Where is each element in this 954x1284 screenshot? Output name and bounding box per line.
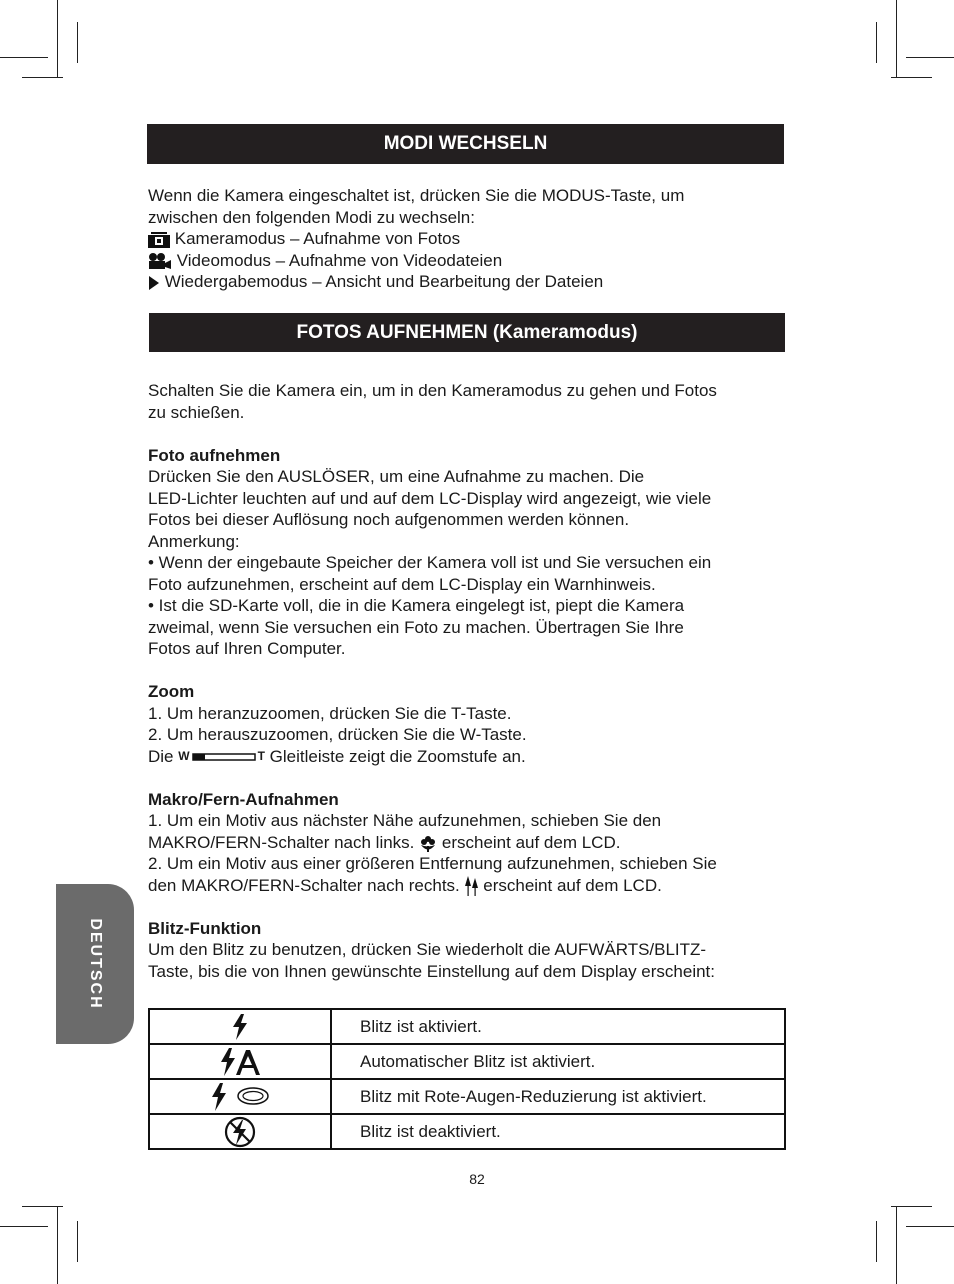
table-cell-icon <box>149 1079 331 1114</box>
modes-intro-2: zwischen den folgenden Modi zu wechseln: <box>148 207 475 227</box>
language-side-tab-label: DEUTSCH <box>87 918 104 1010</box>
crop-mark <box>876 1221 877 1262</box>
macro-flower-icon <box>419 834 437 852</box>
crop-mark <box>77 22 78 63</box>
macro-line-4 <box>148 875 788 897</box>
modes-intro-1: Wenn die Kamera eingeschaltet ist, drücken Sie die MODUS-Taste, um <box>148 186 685 205</box>
play-icon <box>148 276 160 290</box>
photo-line: • Ist die SD-Karte voll, die in die Kamera eingelegt ist, piept die Kamera <box>148 596 685 615</box>
flash-heading: Blitz-Funktion <box>148 918 262 938</box>
photo-line: Fotos bei dieser Auflösung noch aufgenommen werden können. <box>148 510 630 529</box>
photo-line: • Wenn der eingebaute Speicher der Kamera voll ist und Sie versuchen ein <box>148 553 712 572</box>
language-side-tab <box>56 884 134 1044</box>
section-title-camera-text: FOTOS AUFNEHMEN (Kameramodus) <box>296 321 638 343</box>
crop-mark <box>896 0 897 77</box>
macro-line-2 <box>148 832 788 854</box>
zoom-line-2: 2. Um herauszuzoomen, drücken Sie die W-Taste. <box>148 725 527 744</box>
landscape-mountain-icon <box>465 876 479 896</box>
zoom-heading: Zoom <box>148 682 195 701</box>
mode-item-playback-text: Wiedergabemodus – Ansicht und Bearbeitung der Dateien <box>164 272 604 291</box>
macro-line-2-post: erscheint auf dem LCD. <box>441 832 621 852</box>
section-title-modes-text: MODI WECHSELN <box>383 133 548 154</box>
table-row <box>149 1114 785 1149</box>
camera-text <box>148 380 788 982</box>
modes-text <box>148 185 788 293</box>
video-camera-icon <box>148 253 172 269</box>
mode-item-camera <box>148 228 788 250</box>
crop-mark <box>906 57 954 58</box>
flash-line-1: Um den Blitz zu benutzen, drücken Sie wiederholt die AUFWÄRTS/BLITZ- <box>148 940 707 959</box>
table-row <box>149 1009 785 1044</box>
mode-item-video <box>148 250 788 272</box>
macro-line-3: 2. Um ein Motiv aus einer größeren Entfernung aufzunehmen, schieben Sie <box>148 854 717 873</box>
photo-line: Anmerkung: <box>148 531 240 551</box>
table-cell-icon <box>149 1009 331 1044</box>
crop-mark <box>22 77 63 78</box>
crop-mark <box>22 1206 63 1207</box>
zoom-slider-icon <box>192 752 256 762</box>
macro-line-4-pre: den MAKRO/FERN-Schalter nach rechts. <box>148 875 460 895</box>
flash-auto-icon <box>219 1048 261 1076</box>
flash-mode-table <box>148 1008 786 1150</box>
flash-line-2: Taste, bis die von Ihnen gewünschte Einstellung auf dem Display erscheint: <box>148 961 715 981</box>
camera-intro-2: zu schießen. <box>148 402 245 422</box>
macro-line-1: 1. Um ein Motiv aus nächster Nähe aufzunehmen, schieben Sie den <box>148 811 662 830</box>
photo-line: Foto aufzunehmen, erscheint auf dem LC-Display ein Warnhinweis. <box>148 574 656 594</box>
flash-on-icon <box>232 1014 248 1040</box>
zoom-line-1: 1. Um heranzuzoomen, drücken Sie die T-Taste. <box>148 703 512 723</box>
table-cell-icon <box>149 1114 331 1149</box>
zoom-line-3-pre: Die <box>148 746 174 766</box>
zoom-bar-icon <box>178 746 265 768</box>
photo-heading: Foto aufnehmen <box>148 445 281 465</box>
table-cell-icon <box>149 1044 331 1079</box>
mode-item-camera-text: Kameramodus – Aufnahme von Fotos <box>174 229 461 248</box>
flash-off-icon <box>224 1116 256 1148</box>
macro-line-2-pre: MAKRO/FERN-Schalter nach links. <box>148 832 415 852</box>
mode-item-playback <box>148 271 788 293</box>
page-number: 82 <box>469 1171 485 1187</box>
table-cell-text: Automatischer Blitz ist aktiviert. <box>331 1044 785 1079</box>
table-row <box>149 1079 785 1114</box>
table-row <box>149 1044 785 1079</box>
photo-line: LED-Lichter leuchten auf und auf dem LC-Display wird angezeigt, wie viele <box>148 488 712 508</box>
crop-mark <box>876 22 877 63</box>
crop-mark <box>896 1207 897 1284</box>
crop-mark <box>891 77 932 78</box>
crop-mark <box>0 1226 48 1227</box>
table-cell-text: Blitz ist deaktiviert. <box>331 1114 785 1149</box>
camera-icon <box>148 232 170 248</box>
table-cell-text: Blitz ist aktiviert. <box>331 1009 785 1044</box>
section-title-camera <box>149 313 785 352</box>
crop-mark <box>77 1221 78 1262</box>
zoom-bar-w: W <box>178 749 190 764</box>
camera-intro-1: Schalten Sie die Kamera ein, um in den Kameramodus zu gehen und Fotos <box>148 381 717 400</box>
table-cell-text: Blitz mit Rote-Augen-Reduzierung ist aktiviert. <box>331 1079 785 1114</box>
section-title-modes <box>147 124 784 164</box>
zoom-line-3-post: Gleitleiste zeigt die Zoomstufe an. <box>269 746 526 766</box>
photo-line: Fotos auf Ihren Computer. <box>148 639 346 658</box>
zoom-line-3 <box>148 746 788 768</box>
crop-mark <box>0 57 48 58</box>
flash-red-eye-icon <box>210 1083 270 1111</box>
macro-line-4-post: erscheint auf dem LCD. <box>483 875 662 895</box>
crop-mark <box>906 1226 954 1227</box>
photo-line: zweimal, wenn Sie versuchen ein Foto zu machen. Übertragen Sie Ihre <box>148 617 684 637</box>
photo-line: Drücken Sie den AUSLÖSER, um eine Aufnahme zu machen. Die <box>148 467 645 486</box>
zoom-bar-t: T <box>257 749 265 764</box>
crop-mark <box>57 1207 58 1284</box>
macro-heading: Makro/Fern-Aufnahmen <box>148 789 339 809</box>
crop-mark <box>57 0 58 77</box>
crop-mark <box>891 1206 932 1207</box>
mode-item-video-text: Videomodus – Aufnahme von Videodateien <box>176 250 503 270</box>
